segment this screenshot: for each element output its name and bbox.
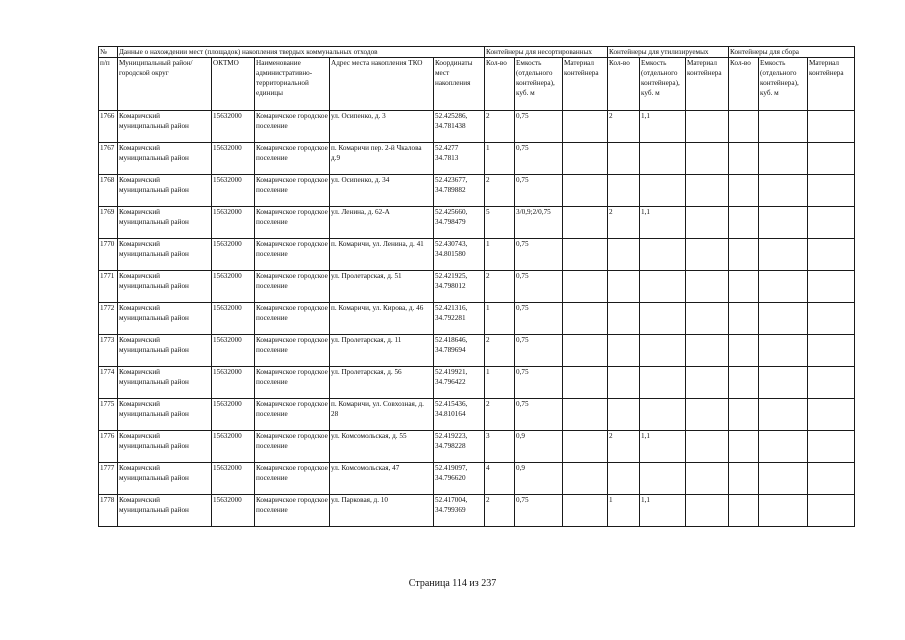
cell-unsorted-count: 1	[485, 143, 515, 175]
cell-coords: 52.421925, 34.798012	[434, 271, 485, 303]
cell-recycle-capacity: 1,1	[640, 207, 686, 239]
header-unsorted-group: Контейнеры для несортированных	[485, 47, 608, 58]
cell-coords: 52.423677, 34.789882	[434, 175, 485, 207]
cell-unsorted-capacity: 0,75	[515, 175, 563, 207]
cell-oktmo: 15632000	[212, 495, 255, 527]
table-row	[99, 143, 855, 175]
cell-num: 1772	[99, 303, 118, 335]
cell-address: ул. Пролетарская, д. 51	[330, 271, 434, 303]
cell-unsorted-capacity: 0,75	[515, 367, 563, 399]
cell-collect-count	[729, 335, 759, 367]
cell-collect-material	[808, 367, 855, 399]
cell-address: ул. Осипенко, д. 3	[330, 111, 434, 143]
cell-coords: 52.415436, 34.810164	[434, 399, 485, 431]
cell-num: 1767	[99, 143, 118, 175]
cell-recycle-material	[686, 431, 729, 463]
header-row-groups	[99, 47, 855, 58]
cell-recycle-material	[686, 303, 729, 335]
cell-collect-material	[808, 111, 855, 143]
cell-collect-material	[808, 399, 855, 431]
cell-recycle-capacity	[640, 463, 686, 495]
cell-collect-capacity	[759, 335, 808, 367]
cell-recycle-material	[686, 463, 729, 495]
cell-district: Комаричский муниципальный район	[118, 239, 212, 271]
cell-oktmo: 15632000	[212, 335, 255, 367]
header-district: Муниципальный район/городской округ	[118, 58, 212, 111]
table-row	[99, 495, 855, 527]
cell-num: 1770	[99, 239, 118, 271]
cell-collect-capacity	[759, 239, 808, 271]
cell-collect-capacity	[759, 399, 808, 431]
cell-admin-unit: Комаричское городское поселение	[255, 463, 330, 495]
cell-address: п. Комаричи, ул. Кирова, д. 46	[330, 303, 434, 335]
cell-coords: 52.418646, 34.789694	[434, 335, 485, 367]
header-collect-group: Контейнеры для сбора	[729, 47, 855, 58]
cell-unsorted-count: 2	[485, 175, 515, 207]
cell-collect-material	[808, 431, 855, 463]
cell-collect-count	[729, 207, 759, 239]
cell-district: Комаричский муниципальный район	[118, 143, 212, 175]
cell-address: ул. Парковая, д. 10	[330, 495, 434, 527]
header-admin-unit: Наименование административно-территориальной единицы	[255, 58, 330, 111]
header-unsorted-count: Кол-во	[485, 58, 515, 111]
cell-recycle-count	[608, 239, 640, 271]
cell-admin-unit: Комаричское городское поселение	[255, 111, 330, 143]
cell-recycle-count: 1	[608, 495, 640, 527]
cell-recycle-count	[608, 367, 640, 399]
cell-address: п. Комаричи, ул. Совхозная, д. 28	[330, 399, 434, 431]
table-row	[99, 175, 855, 207]
cell-recycle-material	[686, 239, 729, 271]
cell-unsorted-count: 2	[485, 111, 515, 143]
cell-num: 1774	[99, 367, 118, 399]
cell-num: 1778	[99, 495, 118, 527]
cell-unsorted-material	[563, 463, 608, 495]
cell-collect-capacity	[759, 367, 808, 399]
cell-collect-count	[729, 463, 759, 495]
cell-unsorted-capacity: 0,75	[515, 239, 563, 271]
cell-unsorted-material	[563, 271, 608, 303]
cell-collect-capacity	[759, 207, 808, 239]
cell-district: Комаричский муниципальный район	[118, 367, 212, 399]
cell-collect-count	[729, 271, 759, 303]
cell-address: ул. Пролетарская, д. 56	[330, 367, 434, 399]
cell-recycle-material	[686, 111, 729, 143]
cell-num: 1768	[99, 175, 118, 207]
cell-unsorted-material	[563, 367, 608, 399]
cell-recycle-count	[608, 143, 640, 175]
page-number: Страница 114 из 237	[408, 578, 497, 589]
cell-admin-unit: Комаричское городское поселение	[255, 271, 330, 303]
cell-unsorted-material	[563, 111, 608, 143]
cell-num: 1771	[99, 271, 118, 303]
cell-recycle-capacity	[640, 239, 686, 271]
cell-district: Комаричский муниципальный район	[118, 431, 212, 463]
cell-coords: 52.419921, 34.796422	[434, 367, 485, 399]
cell-collect-material	[808, 463, 855, 495]
cell-unsorted-count: 1	[485, 303, 515, 335]
cell-unsorted-count: 2	[485, 271, 515, 303]
cell-recycle-count: 2	[608, 111, 640, 143]
cell-collect-capacity	[759, 111, 808, 143]
cell-oktmo: 15632000	[212, 271, 255, 303]
table-row	[99, 463, 855, 495]
cell-coords: 52.417004, 34.799369	[434, 495, 485, 527]
cell-admin-unit: Комаричское городское поселение	[255, 239, 330, 271]
cell-admin-unit: Комаричское городское поселение	[255, 431, 330, 463]
cell-recycle-material	[686, 143, 729, 175]
table-row	[99, 303, 855, 335]
cell-address: ул. Осипенко, д. 34	[330, 175, 434, 207]
cell-recycle-material	[686, 207, 729, 239]
cell-unsorted-capacity: 0,75	[515, 143, 563, 175]
cell-coords: 52.425286, 34.781438	[434, 111, 485, 143]
cell-oktmo: 15632000	[212, 303, 255, 335]
cell-recycle-material	[686, 335, 729, 367]
cell-recycle-count	[608, 335, 640, 367]
cell-recycle-capacity: 1,1	[640, 431, 686, 463]
cell-unsorted-count: 2	[485, 335, 515, 367]
cell-recycle-material	[686, 175, 729, 207]
table-body	[99, 47, 855, 527]
cell-coords: 52.425660, 34.798479	[434, 207, 485, 239]
cell-admin-unit: Комаричское городское поселение	[255, 143, 330, 175]
cell-recycle-capacity	[640, 271, 686, 303]
table-row	[99, 399, 855, 431]
cell-recycle-capacity	[640, 143, 686, 175]
cell-recycle-capacity	[640, 303, 686, 335]
cell-unsorted-capacity: 3/0,9;2/0,75	[515, 207, 563, 239]
cell-admin-unit: Комаричское городское поселение	[255, 207, 330, 239]
cell-collect-capacity	[759, 303, 808, 335]
cell-collect-count	[729, 239, 759, 271]
cell-collect-material	[808, 175, 855, 207]
cell-num: 1777	[99, 463, 118, 495]
header-recycle-capacity: Емкость (отдельного контейнера), куб. м	[640, 58, 686, 111]
cell-num: 1776	[99, 431, 118, 463]
cell-coords: 52.419223, 34.798228	[434, 431, 485, 463]
cell-collect-count	[729, 143, 759, 175]
cell-admin-unit: Комаричское городское поселение	[255, 175, 330, 207]
cell-oktmo: 15632000	[212, 143, 255, 175]
cell-recycle-material	[686, 399, 729, 431]
cell-num: 1773	[99, 335, 118, 367]
cell-unsorted-material	[563, 335, 608, 367]
cell-district: Комаричский муниципальный район	[118, 303, 212, 335]
cell-num: 1766	[99, 111, 118, 143]
cell-collect-material	[808, 303, 855, 335]
cell-unsorted-count: 3	[485, 431, 515, 463]
cell-recycle-count: 2	[608, 207, 640, 239]
cell-unsorted-material	[563, 239, 608, 271]
cell-oktmo: 15632000	[212, 239, 255, 271]
cell-recycle-capacity	[640, 335, 686, 367]
cell-admin-unit: Комаричское городское поселение	[255, 367, 330, 399]
table-row	[99, 431, 855, 463]
header-coords: Координаты мест накопления	[434, 58, 485, 111]
cell-collect-count	[729, 111, 759, 143]
cell-unsorted-count: 2	[485, 495, 515, 527]
cell-unsorted-capacity: 0,75	[515, 495, 563, 527]
cell-district: Комаричский муниципальный район	[118, 207, 212, 239]
cell-num: 1775	[99, 399, 118, 431]
table-row	[99, 335, 855, 367]
cell-collect-material	[808, 143, 855, 175]
cell-recycle-material	[686, 367, 729, 399]
cell-unsorted-count: 4	[485, 463, 515, 495]
table-row	[99, 239, 855, 271]
cell-coords: 52.430743, 34.801580	[434, 239, 485, 271]
cell-collect-count	[729, 495, 759, 527]
cell-collect-material	[808, 207, 855, 239]
cell-address: ул. Пролетарская, д. 11	[330, 335, 434, 367]
cell-admin-unit: Комаричское городское поселение	[255, 335, 330, 367]
cell-collect-count	[729, 303, 759, 335]
cell-district: Комаричский муниципальный район	[118, 495, 212, 527]
cell-recycle-capacity: 1,1	[640, 495, 686, 527]
cell-coords: 52.421316, 34.792281	[434, 303, 485, 335]
cell-address: п. Комаричи пер. 2-й Чкалова д.9	[330, 143, 434, 175]
header-unsorted-capacity: Емкость (отдельного контейнера), куб. м	[515, 58, 563, 111]
cell-collect-material	[808, 335, 855, 367]
cell-district: Комаричский муниципальный район	[118, 111, 212, 143]
header-num: №	[99, 47, 118, 58]
waste-sites-table	[98, 46, 855, 527]
cell-num: 1769	[99, 207, 118, 239]
cell-oktmo: 15632000	[212, 399, 255, 431]
cell-collect-capacity	[759, 175, 808, 207]
cell-collect-material	[808, 495, 855, 527]
header-recycle-group: Контейнеры для утилизируемых	[608, 47, 729, 58]
cell-unsorted-material	[563, 399, 608, 431]
cell-recycle-material	[686, 271, 729, 303]
cell-unsorted-material	[563, 431, 608, 463]
cell-address: п. Комаричи, ул. Ленина, д. 41	[330, 239, 434, 271]
header-num2: п/п	[99, 58, 118, 111]
header-recycle-material: Материал контейнера	[686, 58, 729, 111]
cell-recycle-count	[608, 175, 640, 207]
cell-unsorted-count: 1	[485, 367, 515, 399]
cell-unsorted-capacity: 0,75	[515, 335, 563, 367]
cell-oktmo: 15632000	[212, 431, 255, 463]
header-oktmo: ОКТМО	[212, 58, 255, 111]
cell-unsorted-capacity: 0,75	[515, 399, 563, 431]
cell-oktmo: 15632000	[212, 207, 255, 239]
cell-unsorted-capacity: 0,75	[515, 271, 563, 303]
header-collect-material: Материал контейнера	[808, 58, 855, 111]
cell-collect-capacity	[759, 495, 808, 527]
cell-recycle-count: 2	[608, 431, 640, 463]
cell-address: ул. Комсомольская, д. 55	[330, 431, 434, 463]
cell-unsorted-count: 1	[485, 239, 515, 271]
cell-district: Комаричский муниципальный район	[118, 175, 212, 207]
cell-collect-capacity	[759, 271, 808, 303]
cell-oktmo: 15632000	[212, 111, 255, 143]
header-row-columns	[99, 58, 855, 111]
cell-district: Комаричский муниципальный район	[118, 271, 212, 303]
cell-unsorted-material	[563, 495, 608, 527]
cell-coords: 52.4277 34.7813	[434, 143, 485, 175]
cell-oktmo: 15632000	[212, 463, 255, 495]
cell-recycle-count	[608, 271, 640, 303]
cell-address: ул. Ленина, д. 62-А	[330, 207, 434, 239]
cell-collect-material	[808, 239, 855, 271]
cell-collect-count	[729, 175, 759, 207]
cell-collect-capacity	[759, 463, 808, 495]
cell-collect-count	[729, 399, 759, 431]
header-location-group: Данные о нахождении мест (площадок) накопления твердых коммунальных отходов	[118, 47, 485, 58]
cell-oktmo: 15632000	[212, 175, 255, 207]
cell-recycle-count	[608, 303, 640, 335]
cell-collect-material	[808, 271, 855, 303]
cell-unsorted-count: 5	[485, 207, 515, 239]
cell-unsorted-material	[563, 207, 608, 239]
cell-unsorted-capacity: 0,75	[515, 303, 563, 335]
cell-coords: 52.419097, 34.796620	[434, 463, 485, 495]
cell-recycle-material	[686, 495, 729, 527]
table-row	[99, 111, 855, 143]
header-recycle-count: Кол-во	[608, 58, 640, 111]
table-row	[99, 367, 855, 399]
cell-district: Комаричский муниципальный район	[118, 335, 212, 367]
cell-recycle-capacity: 1,1	[640, 111, 686, 143]
cell-district: Комаричский муниципальный район	[118, 399, 212, 431]
cell-collect-capacity	[759, 431, 808, 463]
table-row	[99, 207, 855, 239]
cell-unsorted-capacity: 0,75	[515, 111, 563, 143]
cell-recycle-capacity	[640, 399, 686, 431]
cell-collect-count	[729, 367, 759, 399]
cell-recycle-capacity	[640, 367, 686, 399]
cell-district: Комаричский муниципальный район	[118, 463, 212, 495]
cell-admin-unit: Комаричское городское поселение	[255, 399, 330, 431]
cell-unsorted-material	[563, 143, 608, 175]
cell-recycle-count	[608, 399, 640, 431]
cell-admin-unit: Комаричское городское поселение	[255, 495, 330, 527]
cell-unsorted-material	[563, 303, 608, 335]
cell-admin-unit: Комаричское городское поселение	[255, 303, 330, 335]
cell-unsorted-capacity: 0,9	[515, 431, 563, 463]
cell-oktmo: 15632000	[212, 367, 255, 399]
cell-collect-count	[729, 431, 759, 463]
table-row	[99, 271, 855, 303]
cell-unsorted-material	[563, 175, 608, 207]
header-address: Адрес места накопления ТКО	[330, 58, 434, 111]
cell-recycle-count	[608, 463, 640, 495]
cell-address: ул. Комсомольская, 47	[330, 463, 434, 495]
header-collect-count: Кол-во	[729, 58, 759, 111]
cell-unsorted-count: 2	[485, 399, 515, 431]
header-unsorted-material: Материал контейнера	[563, 58, 608, 111]
cell-recycle-capacity	[640, 175, 686, 207]
header-collect-capacity: Емкость (отдельного контейнера), куб. м	[759, 58, 808, 111]
cell-collect-capacity	[759, 143, 808, 175]
cell-unsorted-capacity: 0,9	[515, 463, 563, 495]
